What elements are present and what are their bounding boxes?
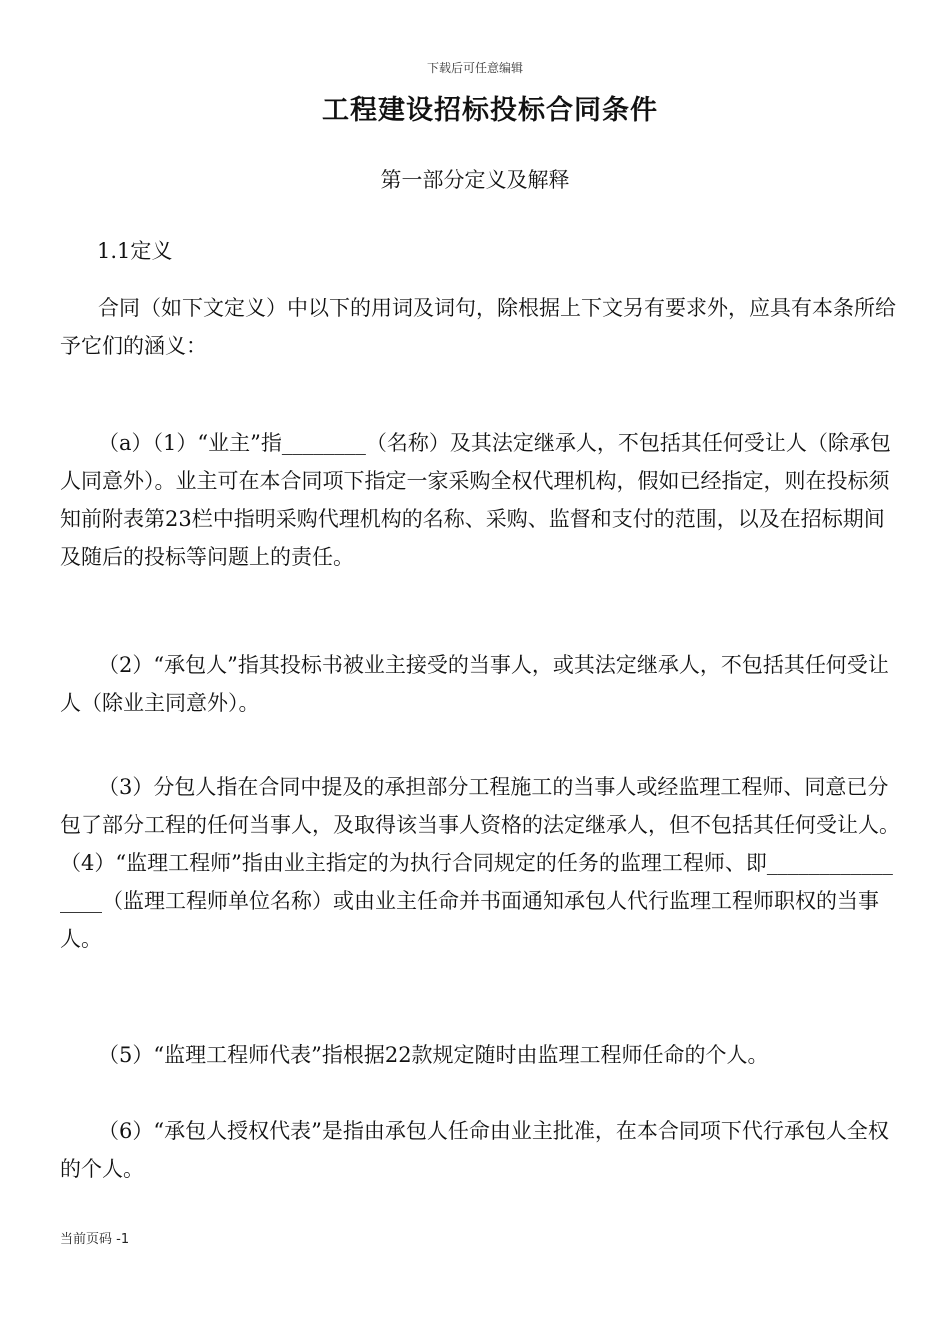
- page-number-footer: 当前页码 -1: [60, 1232, 130, 1247]
- section-title: 1.1定义: [97, 239, 173, 263]
- paragraph-5-engineer-rep: （5）“监理工程师代表”指根据22款规定随时由监理工程师任命的个人。: [98, 1043, 769, 1067]
- part-title: 第一部分定义及解释: [380, 168, 570, 192]
- paragraph-3-subcontractor: （3）分包人指在合同中提及的承担部分工程施工的当事人或经监理工程师、同意已分包了部分工程的任何当事人，及取得该当事人资格的法定继承人，但不包括其任何受让人。（4）“监理工程师”指由业主指定的为执行合同规定的任务的监理工程师、即________________（监理工程师单位名称）或由业主任命并书面通知承包人代行监理工程师职权的当事人。: [60, 775, 900, 951]
- paragraph-6-contractor-rep: （6）“承包人授权代表”是指由承包人任命由业主批准，在本合同项下代行承包人全权的个人。: [60, 1119, 889, 1181]
- paragraph-intro: 合同（如下文定义）中以下的用词及词句，除根据上下文另有要求外，应具有本条所给予它们的涵义：: [60, 296, 896, 358]
- header-note: 下载后可任意编辑: [426, 61, 523, 75]
- paragraph-a1-owner: （a）（1）“业主”指________（名称）及其法定继承人，不包括其任何受让人（除承包人同意外）。业主可在本合同项下指定一家采购全权代理机构，假如已经指定，则在投标须知前附表第23栏中指明采购代理机构的名称、采购、监督和支付的范围，以及在招标期间及随后的投标等问题上的责任。: [60, 431, 891, 569]
- paragraph-2-contractor: （2）“承包人”指其投标书被业主接受的当事人，或其法定继承人，不包括其任何受让人（除业主同意外）。: [60, 653, 889, 715]
- document-title: 工程建设招标投标合同条件: [322, 95, 658, 126]
